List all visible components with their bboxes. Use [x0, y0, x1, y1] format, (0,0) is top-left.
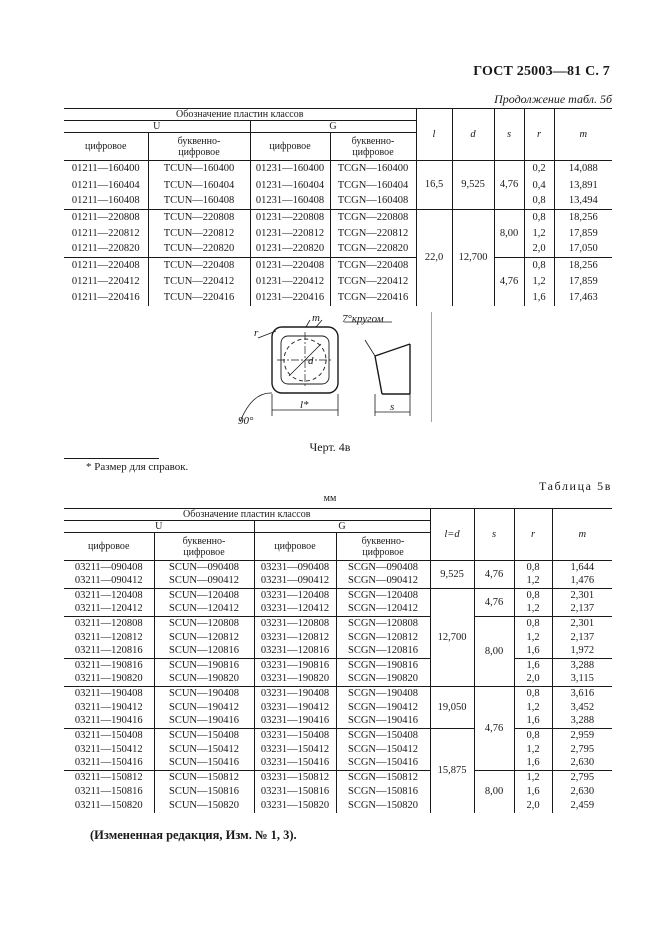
- table-cell: 1,2: [514, 701, 552, 715]
- table-cell: 03231—150820: [254, 799, 336, 813]
- table-cell: 03231—150812: [254, 771, 336, 785]
- table-cell: 03211—120816: [74, 645, 143, 657]
- table-row: [64, 603, 612, 617]
- label-l: l*: [300, 399, 309, 411]
- header-group: Обозначение пластин классов: [183, 509, 311, 520]
- table-cell: 03211—150816: [74, 785, 143, 797]
- table-cell: SCGN—090412: [336, 575, 430, 589]
- table-cell: 1,6: [524, 290, 554, 306]
- table-cell: 03231—120412: [254, 603, 336, 617]
- table-cell: 03211—190416: [74, 715, 143, 727]
- table-row: [64, 785, 612, 799]
- table-cell: SCUN—150412: [154, 743, 254, 757]
- header-g-alnum: буквенно- цифровое: [330, 133, 416, 161]
- table-cell: 03231—190408: [254, 687, 336, 701]
- table-cell: TCUN—220812: [148, 226, 250, 242]
- table-cell: 18,256: [554, 258, 612, 274]
- table-cell: 03231—090408: [254, 561, 336, 575]
- table-cell: SCGN—190820: [336, 673, 430, 687]
- d-value: 9,525: [452, 161, 494, 210]
- header-class-g: G: [254, 521, 430, 533]
- header-m: m: [554, 109, 612, 161]
- header-r: r: [514, 509, 552, 561]
- table-cell: SCGN—150416: [336, 757, 430, 771]
- table-cell: 1,2: [514, 575, 552, 589]
- table-cell: 03231—190820: [254, 673, 336, 687]
- table-cell: 01211—220412: [71, 275, 140, 287]
- table-row: [64, 161, 612, 178]
- table-cell: 2,301: [552, 617, 612, 631]
- table-cell: SCGN—150812: [336, 771, 430, 785]
- table-cell: 2,301: [552, 589, 612, 603]
- table-cell: SCGN—190412: [336, 701, 430, 715]
- table-cell: 2,0: [514, 673, 552, 687]
- s-value: 8,00: [474, 771, 514, 813]
- table-cell: 1,476: [552, 575, 612, 589]
- table-cell: 0,8: [524, 210, 554, 226]
- table-cell: 2,459: [552, 799, 612, 813]
- s-value: 4,76: [474, 589, 514, 617]
- table-row: [64, 617, 612, 631]
- table-cell: 2,959: [552, 729, 612, 743]
- table-row: [64, 290, 612, 306]
- table-cell: 2,795: [552, 743, 612, 757]
- table-cell: 01231—220812: [250, 226, 330, 242]
- table-row: [64, 757, 612, 771]
- table-5v-label: Таблица 5в: [539, 479, 612, 493]
- table-cell: TCUN—220416: [148, 290, 250, 306]
- d-value: 12,700: [452, 210, 494, 306]
- header-g-alnum: буквенно- цифровое: [336, 533, 430, 561]
- insert-drawing: [232, 312, 432, 436]
- continuation-label: Продолжение табл. 5б: [494, 92, 612, 106]
- header-r: r: [524, 109, 554, 161]
- table-row: [64, 242, 612, 258]
- table-row: [64, 659, 612, 673]
- table-cell: SCUN—120808: [154, 617, 254, 631]
- table-row: [64, 178, 612, 194]
- table-cell: 0,8: [514, 561, 552, 575]
- table-cell: 03231—190412: [254, 701, 336, 715]
- table-row: [64, 194, 612, 210]
- table-cell: SCUN—090412: [154, 575, 254, 589]
- header-u-digital: цифровое: [88, 541, 130, 552]
- header-s: s: [474, 509, 514, 561]
- table-cell: 03231—190816: [254, 659, 336, 673]
- table-cell: 2,0: [524, 242, 554, 258]
- table-cell: TCUN—160404: [148, 178, 250, 194]
- header-l: l: [416, 109, 452, 161]
- table-row: [64, 673, 612, 687]
- table-cell: SCUN—150416: [154, 757, 254, 771]
- table-cell: TCGN—160404: [330, 178, 416, 194]
- header-class-g: G: [250, 121, 416, 133]
- table-cell: 03211—150408: [64, 729, 154, 743]
- table-cell: 1,6: [514, 645, 552, 659]
- footnote-divider: [64, 458, 159, 459]
- table-cell: 03231—150408: [254, 729, 336, 743]
- table-row: [64, 258, 612, 274]
- table-cell: 13,494: [554, 194, 612, 210]
- ld-value: 9,525: [430, 561, 474, 589]
- header-g-digital: цифровое: [254, 533, 336, 561]
- table-cell: 03231—150816: [254, 785, 336, 799]
- table-cell: SCUN—190408: [154, 687, 254, 701]
- table-cell: 01211—220820: [71, 243, 140, 255]
- header-d: d: [452, 109, 494, 161]
- table-cell: 01231—160404: [250, 178, 330, 194]
- label-s: s: [390, 401, 395, 413]
- table-cell: SCUN—190416: [154, 715, 254, 729]
- table-cell: 03211—150412: [74, 743, 143, 755]
- table-cell: 03231—150416: [254, 757, 336, 771]
- header-u-alnum: буквенно- цифровое: [154, 533, 254, 561]
- table-cell: SCUN—190412: [154, 701, 254, 715]
- table-cell: 17,463: [554, 290, 612, 306]
- table-cell: 01211—160400: [71, 163, 140, 175]
- table-cell: 03211—120408: [74, 589, 143, 601]
- table-row: [64, 210, 612, 226]
- table-cell: 1,6: [514, 715, 552, 729]
- table-cell: 01231—160400: [250, 161, 330, 178]
- table-cell: 03211—090408: [74, 561, 143, 573]
- ld-value: 19,050: [430, 687, 474, 729]
- table-cell: SCGN—150408: [336, 729, 430, 743]
- table-row: [64, 274, 612, 290]
- table-cell: 03211—190816: [64, 659, 154, 673]
- s-value: 4,76: [474, 687, 514, 771]
- label-d: d: [308, 355, 314, 367]
- table-cell: 2,630: [552, 785, 612, 799]
- table-cell: 1,2: [524, 274, 554, 290]
- l-value: 16,5: [416, 161, 452, 210]
- table-cell: 3,616: [552, 687, 612, 701]
- table-cell: 03211—190408: [74, 687, 143, 699]
- table-cell: 03211—150812: [74, 771, 143, 783]
- table-cell: 0,8: [514, 589, 552, 603]
- table-cell: 01231—220820: [250, 242, 330, 258]
- label-cut: 7°кругом: [342, 313, 384, 325]
- table-cell: 01211—220416: [71, 291, 140, 303]
- table-cell: 0,8: [524, 194, 554, 210]
- ld-value: 12,700: [430, 589, 474, 687]
- table-cell: SCGN—120808: [336, 617, 430, 631]
- table-cell: 1,2: [514, 603, 552, 617]
- ld-value: 15,875: [430, 729, 474, 813]
- table-cell: 2,0: [514, 799, 552, 813]
- table-cell: SCGN—190408: [336, 687, 430, 701]
- footnote: * Размер для справок.: [86, 461, 189, 473]
- s-value: 4,76: [474, 561, 514, 589]
- header-u-digital: цифровое: [85, 141, 127, 152]
- table-cell: SCGN—150412: [336, 743, 430, 757]
- table-cell: TCGN—160400: [330, 161, 416, 178]
- table-row: [64, 771, 612, 785]
- table-cell: TCUN—220808: [148, 210, 250, 226]
- table-cell: 03211—120812: [74, 631, 143, 643]
- table-cell: SCGN—190416: [336, 715, 430, 729]
- units-label: мм: [323, 493, 337, 504]
- table-cell: 13,891: [554, 178, 612, 194]
- table-cell: 17,859: [554, 274, 612, 290]
- edit-note: (Измененная редакция, Изм. № 1, 3).: [90, 828, 297, 842]
- figure-caption: Черт. 4в: [309, 440, 351, 454]
- table-cell: SCUN—150820: [154, 799, 254, 813]
- header-group: Обозначение пластин классов: [176, 109, 304, 120]
- table-cell: SCUN—120412: [154, 603, 254, 617]
- table-5b-continued: [64, 108, 612, 306]
- page-title: ГОСТ 25003—81 С. 7: [473, 64, 610, 79]
- table-cell: 01231—220408: [250, 258, 330, 274]
- table-cell: SCGN—150816: [336, 785, 430, 799]
- table-cell: 1,2: [514, 743, 552, 757]
- table-cell: SCUN—120812: [154, 631, 254, 645]
- header-ld: l=d: [430, 509, 474, 561]
- table-cell: 03211—120412: [74, 603, 143, 615]
- table-cell: 03211—120808: [64, 617, 154, 631]
- table-cell: 0,8: [514, 729, 552, 743]
- table-cell: SCUN—190816: [154, 659, 254, 673]
- table-cell: TCUN—160408: [148, 194, 250, 210]
- table-cell: SCGN—090408: [336, 561, 430, 575]
- table-cell: 03231—120408: [254, 589, 336, 603]
- table-cell: 1,644: [552, 561, 612, 575]
- table-cell: 1,6: [514, 785, 552, 799]
- label-m: m: [312, 312, 320, 324]
- table-cell: 0,2: [524, 161, 554, 178]
- table-cell: 01231—220412: [250, 274, 330, 290]
- table-cell: 01211—220408: [64, 258, 148, 274]
- table-cell: SCGN—120812: [336, 631, 430, 645]
- table-cell: 3,288: [552, 715, 612, 729]
- table-cell: 1,2: [514, 631, 552, 645]
- s-value: 4,76: [494, 258, 524, 306]
- label-angle: 90°: [238, 415, 254, 427]
- header-m: m: [552, 509, 612, 561]
- table-cell: 01211—220808: [71, 211, 140, 223]
- table-cell: 01211—160404: [71, 179, 140, 191]
- table-cell: 01231—220808: [250, 210, 330, 226]
- table-cell: 1,2: [514, 771, 552, 785]
- s-value: 8,00: [474, 617, 514, 687]
- table-cell: 2,137: [552, 631, 612, 645]
- table-row: [64, 589, 612, 603]
- s-value: 8,00: [494, 210, 524, 258]
- table-cell: SCUN—090408: [154, 561, 254, 575]
- table-cell: 1,2: [524, 226, 554, 242]
- table-cell: SCGN—150820: [336, 799, 430, 813]
- table-cell: 18,256: [554, 210, 612, 226]
- table-cell: 1,6: [514, 659, 552, 673]
- table-row: [64, 226, 612, 242]
- table-cell: 17,859: [554, 226, 612, 242]
- s-value: 4,76: [494, 161, 524, 210]
- table-cell: 0,4: [524, 178, 554, 194]
- table-cell: SCUN—120408: [154, 589, 254, 603]
- table-cell: 03211—150820: [74, 799, 143, 811]
- table-cell: 03231—150412: [254, 743, 336, 757]
- table-cell: 03211—150416: [74, 757, 143, 769]
- table-cell: SCUN—120816: [154, 645, 254, 659]
- table-cell: TCUN—220820: [148, 242, 250, 258]
- table-cell: 3,452: [552, 701, 612, 715]
- table-cell: TCUN—220412: [148, 274, 250, 290]
- table-row: [64, 687, 612, 701]
- table-cell: SCUN—150816: [154, 785, 254, 799]
- table-cell: 2,795: [552, 771, 612, 785]
- l-value: 22,0: [416, 210, 452, 306]
- table-cell: SCGN—120816: [336, 645, 430, 659]
- table-row: [64, 743, 612, 757]
- table-cell: TCUN—160400: [148, 161, 250, 178]
- table-row: [64, 645, 612, 659]
- table-cell: 03231—190416: [254, 715, 336, 729]
- table-cell: SCUN—190820: [154, 673, 254, 687]
- header-class-u: U: [155, 521, 163, 532]
- table-cell: 0,8: [524, 258, 554, 274]
- table-row: [64, 631, 612, 645]
- table-cell: TCGN—220416: [330, 290, 416, 306]
- table-cell: 01211—220812: [71, 227, 140, 239]
- table-cell: 3,115: [552, 673, 612, 687]
- table-cell: 01231—160408: [250, 194, 330, 210]
- table-cell: 17,050: [554, 242, 612, 258]
- header-class-u: U: [153, 121, 161, 132]
- table-cell: SCGN—190816: [336, 659, 430, 673]
- table-cell: 01231—220416: [250, 290, 330, 306]
- table-cell: 2,137: [552, 603, 612, 617]
- table-cell: 0,8: [514, 617, 552, 631]
- table-cell: 03231—120808: [254, 617, 336, 631]
- table-row: [64, 715, 612, 729]
- table-cell: SCUN—150812: [154, 771, 254, 785]
- table-cell: 3,288: [552, 659, 612, 673]
- table-5v: [64, 508, 612, 813]
- table-cell: 03231—120816: [254, 645, 336, 659]
- table-cell: TCGN—220812: [330, 226, 416, 242]
- table-cell: TCUN—220408: [148, 258, 250, 274]
- table-row: [64, 701, 612, 715]
- table-cell: TCGN—220408: [330, 258, 416, 274]
- table-row: [64, 729, 612, 743]
- header-u-alnum: буквенно- цифровое: [148, 133, 250, 161]
- table-cell: TCGN—220820: [330, 242, 416, 258]
- table-cell: 03231—090412: [254, 575, 336, 589]
- table-cell: 03231—120812: [254, 631, 336, 645]
- table-cell: TCGN—160408: [330, 194, 416, 210]
- table-row: [64, 575, 612, 589]
- table-cell: 03211—090412: [74, 575, 143, 587]
- table-cell: TCGN—220412: [330, 274, 416, 290]
- table-cell: 14,088: [554, 161, 612, 178]
- table-cell: 03211—190820: [74, 673, 143, 685]
- header-g-digital: цифровое: [250, 133, 330, 161]
- table-row: [64, 561, 612, 575]
- table-cell: 2,630: [552, 757, 612, 771]
- table-cell: SCGN—120412: [336, 603, 430, 617]
- table-cell: 1,972: [552, 645, 612, 659]
- table-cell: 03211—190412: [74, 701, 143, 713]
- table-cell: 1,6: [514, 757, 552, 771]
- table-cell: SCUN—150408: [154, 729, 254, 743]
- table-cell: TCGN—220808: [330, 210, 416, 226]
- label-r: r: [254, 327, 259, 339]
- table-row: [64, 799, 612, 813]
- header-s: s: [494, 109, 524, 161]
- table-cell: 0,8: [514, 687, 552, 701]
- table-cell: SCGN—120408: [336, 589, 430, 603]
- table-cell: 01211—160408: [71, 195, 140, 207]
